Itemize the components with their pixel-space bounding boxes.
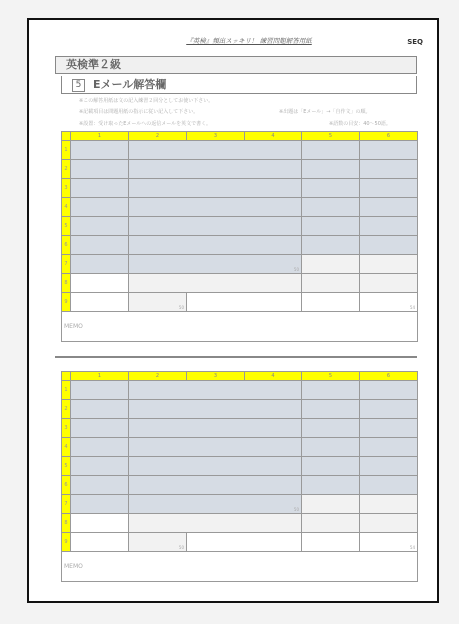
word-count-marker: 54 — [409, 305, 415, 310]
answer-cell[interactable] — [360, 381, 418, 400]
answer-cell[interactable] — [71, 255, 129, 274]
seq-label: SEQ — [407, 38, 423, 46]
grid-header-col-5: 5 — [302, 132, 360, 141]
answer-cell[interactable] — [71, 381, 129, 400]
answer-cell[interactable] — [360, 274, 418, 293]
row-number: 1 — [62, 141, 71, 160]
table-row — [62, 400, 418, 419]
row-number: 2 — [62, 160, 71, 179]
answer-cell[interactable] — [360, 198, 418, 217]
answer-cell[interactable] — [302, 400, 360, 419]
answer-cell[interactable] — [302, 495, 360, 514]
answer-cell[interactable] — [360, 495, 418, 514]
grid-header-corner — [62, 372, 71, 381]
row-number: 7 — [62, 255, 71, 274]
row-number: 3 — [62, 419, 71, 438]
row-number: 2 — [62, 400, 71, 419]
answer-cell[interactable] — [129, 495, 302, 514]
grid-header-col-4: 4 — [245, 132, 302, 141]
answer-cell[interactable] — [129, 236, 302, 255]
memo-area[interactable] — [62, 312, 418, 342]
table-row — [62, 255, 418, 274]
answer-sheet-page — [27, 18, 439, 603]
memo-area[interactable] — [62, 552, 418, 582]
answer-cell[interactable] — [302, 438, 360, 457]
note-line-1: ※この解答用紙は文の記入練習２回分としてお使い下さい。 — [79, 98, 214, 104]
word-count-marker: 54 — [409, 545, 415, 550]
row-number: 9 — [62, 533, 71, 552]
answer-cell[interactable] — [302, 255, 360, 274]
table-row — [62, 160, 418, 179]
grid-header-row — [62, 132, 418, 141]
row-number: 6 — [62, 476, 71, 495]
grade-header — [55, 56, 417, 74]
answer-cell[interactable] — [129, 457, 302, 476]
row-number: 4 — [62, 438, 71, 457]
answer-cell[interactable] — [302, 217, 360, 236]
table-row — [62, 495, 418, 514]
memo-label: MEMO — [64, 323, 83, 330]
answer-cell[interactable] — [71, 438, 129, 457]
note-line-3-left: ※設置：受け取ったEメールへの返信メールを英文で書く。 — [79, 121, 212, 127]
answer-cell[interactable] — [302, 198, 360, 217]
answer-cell[interactable] — [360, 514, 418, 533]
answer-cell[interactable] — [360, 476, 418, 495]
table-row — [62, 533, 418, 552]
section-header — [61, 76, 417, 94]
answer-cell[interactable] — [302, 419, 360, 438]
grid-header-col-2: 2 — [129, 372, 187, 381]
answer-cell[interactable] — [302, 160, 360, 179]
section-divider — [55, 356, 417, 358]
sheet-title: 『英検』頻出スッキリ！ 練習問題解答用紙 — [186, 37, 312, 45]
note-line-2-left: ※記載項目は問題用紙の指示に従い記入して下さい。 — [79, 109, 199, 115]
word-count-marker: 50 — [178, 305, 184, 310]
word-count-marker: 50 — [293, 267, 299, 272]
table-row — [62, 457, 418, 476]
grid-header-col-5: 5 — [302, 372, 360, 381]
answer-cell[interactable] — [302, 236, 360, 255]
answer-cell[interactable] — [129, 179, 302, 198]
table-row — [62, 419, 418, 438]
answer-cell[interactable] — [71, 217, 129, 236]
table-row — [62, 514, 418, 533]
table-row — [62, 274, 418, 293]
grid-header-col-1: 1 — [71, 132, 129, 141]
answer-cell[interactable] — [129, 274, 302, 293]
row-number: 6 — [62, 236, 71, 255]
answer-cell[interactable] — [360, 160, 418, 179]
answer-cell[interactable] — [302, 381, 360, 400]
answer-cell[interactable] — [302, 274, 360, 293]
answer-cell[interactable] — [302, 141, 360, 160]
note-line-3-right: ※語数の目安：40〜50語。 — [329, 121, 391, 127]
table-row — [62, 141, 418, 160]
answer-cell[interactable] — [129, 438, 302, 457]
answer-cell[interactable] — [71, 141, 129, 160]
answer-cell[interactable] — [302, 179, 360, 198]
row-number: 9 — [62, 293, 71, 312]
grade-label: 英検準２級 — [66, 58, 121, 71]
answer-cell[interactable] — [71, 274, 129, 293]
table-row — [62, 438, 418, 457]
row-number: 8 — [62, 514, 71, 533]
row-number: 3 — [62, 179, 71, 198]
grid-header-row — [62, 372, 418, 381]
grid-header-col-6: 6 — [360, 132, 418, 141]
section-number: 5 — [72, 79, 85, 92]
answer-cell[interactable] — [129, 255, 302, 274]
answer-cell[interactable] — [71, 457, 129, 476]
row-number: 8 — [62, 274, 71, 293]
word-count-marker: 50 — [293, 507, 299, 512]
answer-cell[interactable] — [360, 457, 418, 476]
row-number: 1 — [62, 381, 71, 400]
answer-cell[interactable] — [129, 217, 302, 236]
answer-cell[interactable] — [360, 217, 418, 236]
answer-cell[interactable] — [129, 198, 302, 217]
answer-cell[interactable] — [71, 293, 129, 312]
answer-cell[interactable] — [129, 160, 302, 179]
answer-cell[interactable] — [129, 419, 302, 438]
table-row — [62, 476, 418, 495]
word-count-marker: 50 — [178, 545, 184, 550]
answer-cell[interactable] — [71, 514, 129, 533]
section-title: Eメール解答欄 — [93, 78, 167, 91]
answer-cell[interactable] — [360, 255, 418, 274]
memo-row — [62, 312, 418, 342]
answer-cell[interactable] — [71, 533, 129, 552]
answer-cell[interactable] — [302, 533, 360, 552]
answer-cell[interactable] — [360, 533, 418, 552]
answer-cell[interactable] — [129, 533, 187, 552]
answer-cell[interactable] — [360, 400, 418, 419]
row-number: 5 — [62, 217, 71, 236]
answer-grid-upper — [61, 131, 418, 342]
answer-cell[interactable] — [129, 514, 302, 533]
answer-cell[interactable] — [129, 476, 302, 495]
grid-header-col-2: 2 — [129, 132, 187, 141]
answer-cell[interactable] — [360, 293, 418, 312]
note-line-2-right: ※出題は「Eメール」→「自作文」の順。 — [279, 109, 371, 115]
grid-header-col-6: 6 — [360, 372, 418, 381]
grid-header-col-1: 1 — [71, 372, 129, 381]
grid-header-col-3: 3 — [187, 372, 245, 381]
answer-cell[interactable] — [360, 179, 418, 198]
grid-header-col-3: 3 — [187, 132, 245, 141]
answer-cell[interactable] — [187, 533, 302, 552]
answer-cell[interactable] — [71, 236, 129, 255]
answer-cell[interactable] — [129, 400, 302, 419]
row-number: 7 — [62, 495, 71, 514]
answer-cell[interactable] — [71, 476, 129, 495]
table-row — [62, 179, 418, 198]
memo-row — [62, 552, 418, 582]
answer-cell[interactable] — [129, 381, 302, 400]
table-row — [62, 217, 418, 236]
answer-cell[interactable] — [302, 514, 360, 533]
answer-cell[interactable] — [71, 419, 129, 438]
table-row — [62, 293, 418, 312]
grid-header-col-4: 4 — [245, 372, 302, 381]
answer-cell[interactable] — [302, 476, 360, 495]
answer-cell[interactable] — [71, 179, 129, 198]
answer-cell[interactable] — [129, 141, 302, 160]
answer-cell[interactable] — [360, 419, 418, 438]
answer-grid-lower — [61, 371, 418, 582]
table-row — [62, 236, 418, 255]
answer-cell[interactable] — [302, 457, 360, 476]
answer-cell[interactable] — [302, 293, 360, 312]
answer-cell[interactable] — [187, 293, 302, 312]
answer-cell[interactable] — [71, 400, 129, 419]
answer-cell[interactable] — [129, 293, 187, 312]
table-row — [62, 381, 418, 400]
row-number: 4 — [62, 198, 71, 217]
answer-cell[interactable] — [71, 160, 129, 179]
answer-cell[interactable] — [71, 198, 129, 217]
memo-label: MEMO — [64, 563, 83, 570]
answer-cell[interactable] — [71, 495, 129, 514]
answer-cell[interactable] — [360, 236, 418, 255]
answer-cell[interactable] — [360, 438, 418, 457]
row-number: 5 — [62, 457, 71, 476]
grid-header-corner — [62, 132, 71, 141]
answer-cell[interactable] — [360, 141, 418, 160]
table-row — [62, 198, 418, 217]
